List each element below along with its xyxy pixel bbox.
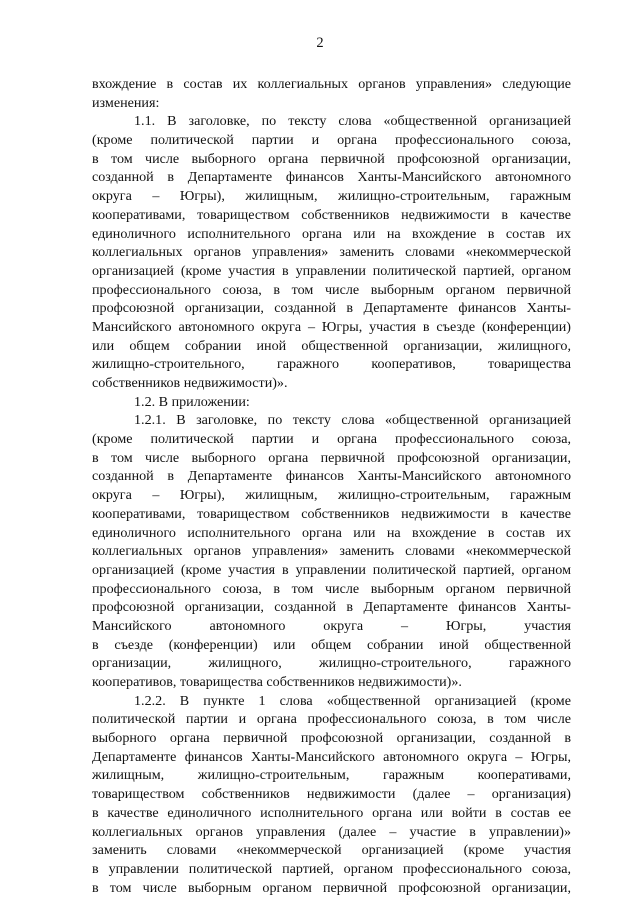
text-line: единоличного исполнительного органа или на вхождение в состав их — [92, 225, 571, 242]
text-line: (кроме политической партии и органа профессионального союза, — [92, 132, 571, 149]
text-line: выборного органа первичной профсоюзной организации, созданной в — [92, 730, 571, 747]
text-line: 1.2.2. В пункте 1 слова «общественной организацией (кроме — [134, 692, 571, 709]
text-line: Департаменте финансов Ханты-Мансийского автономного округа – Югры, — [92, 748, 571, 765]
text-line: в съезде (конференции) или общем собрании иной общественной — [92, 636, 571, 653]
document-body — [92, 75, 571, 897]
text-line: единоличного исполнительного органа или на вхождение в состав их — [92, 524, 571, 541]
text-line: кооперативами, товариществом собственников недвижимости в качестве — [92, 206, 571, 223]
text-line: в том числе выборного органа первичной профсоюзной организации, — [92, 449, 571, 466]
text-line: 1.2.1. В заголовке, по тексту слова «общественной организацией — [134, 412, 571, 429]
text-line: изменения: — [92, 94, 160, 111]
text-line: (кроме политической партии и органа профессионального союза, — [92, 431, 571, 448]
text-line: организацией (кроме участия в управлении политической партией, органом — [92, 561, 571, 578]
text-line: созданной в Департаменте финансов Ханты-Мансийского автономного — [92, 169, 571, 186]
text-line: коллегиальных органов управления» заменить словами «некоммерческой — [92, 543, 571, 560]
text-line: коллегиальных органов управления (далее – участие в управлении)» — [92, 823, 571, 840]
text-line: 1.1. В заголовке, по тексту слова «общественной организацией — [134, 113, 571, 130]
text-line: политической партии и органа профессионального союза, в том числе — [92, 711, 571, 728]
text-line: заменить словами «некоммерческой организацией (кроме участия — [92, 842, 571, 859]
text-line: профсоюзной организации, созданной в Департаменте финансов Ханты- — [92, 599, 571, 616]
text-line: созданной в Департаменте финансов Ханты-Мансийского автономного — [92, 468, 571, 485]
text-line: в том числе выборным органом первичной профсоюзной организации, — [92, 879, 571, 896]
text-line: округа – Югры), жилищным, жилищно-строительным, гаражным — [92, 487, 571, 504]
text-line: профсоюзной организации, созданной в Департаменте финансов Ханты- — [92, 300, 571, 317]
text-line: Мансийского автономного округа – Югры, участия — [92, 617, 571, 634]
text-line: или общем собрании иной общественной организации, жилищного, — [92, 337, 571, 354]
page-number: 2 — [316, 35, 324, 51]
text-line: профессионального союза, в том числе выборным органом первичной — [92, 580, 571, 597]
text-line: кооперативов, товарищества собственников недвижимости)». — [92, 674, 462, 690]
text-line: организации, жилищного, жилищно-строительного, гаражного — [92, 655, 571, 672]
text-line: вхождение в состав их коллегиальных органов управления» следующие — [92, 76, 571, 92]
text-line: коллегиальных органов управления» заменить словами «некоммерческой — [92, 244, 571, 261]
text-line: организацией (кроме участия в управлении политической партией, органом — [92, 262, 571, 279]
text-line: жилищно-строительного, гаражного кооперативов, товарищества — [92, 356, 571, 373]
text-line: профессионального союза, в том числе выборным органом первичной — [92, 281, 571, 298]
text-line: товариществом собственников недвижимости (далее – организация) — [92, 786, 571, 803]
text-line: кооперативами, товариществом собственников недвижимости в качестве — [92, 505, 571, 522]
text-line: в том числе выборного органа первичной профсоюзной организации, — [92, 150, 571, 167]
text-line: Мансийского автономного округа – Югры, участия в съезде (конференции) — [92, 318, 571, 335]
text-line: в управлении политической партией, органом профессионального союза, — [92, 860, 571, 877]
text-line: собственников недвижимости)». — [92, 375, 288, 391]
text-line: округа – Югры), жилищным, жилищно-строительным, гаражным — [92, 188, 571, 205]
text-line: в качестве единоличного исполнительного органа или войти в состав ее — [92, 804, 571, 821]
text-line: жилищным, жилищно-строительным, гаражным кооперативами, — [92, 767, 571, 784]
text-line: 1.2. В приложении: — [134, 393, 250, 410]
